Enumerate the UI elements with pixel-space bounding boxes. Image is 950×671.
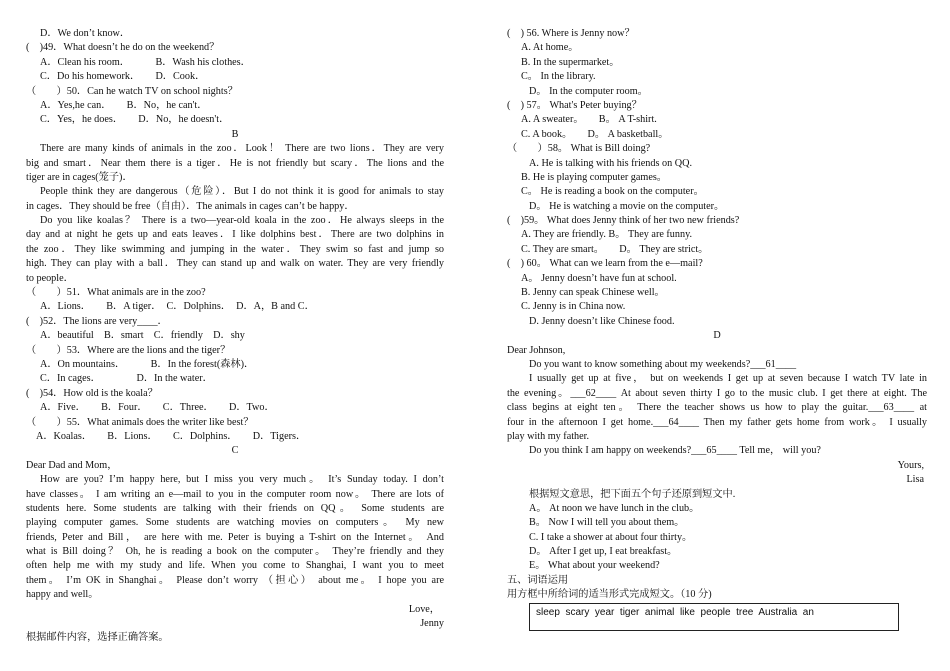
q58-option-c: C。 He is reading a book on the computer。 bbox=[521, 186, 704, 198]
q49-options-cd: C．Do his homework． D．Cook． bbox=[40, 71, 206, 83]
passage-line: big and smart．Near them there is a tiger．He is not friendly but scary．The lions and the bbox=[26, 157, 444, 169]
q57-options-cd: C. A book。 D。 A basketball。 bbox=[521, 128, 669, 140]
q49-stem: ( )49．What doesn’t he do on the weekend？ bbox=[26, 42, 220, 54]
q56-stem: ( ) 56. Where is Jenny now？ bbox=[507, 28, 635, 39]
q58-option-b: B. He is playing computer games。 bbox=[521, 171, 667, 183]
left-column bbox=[26, 27, 444, 646]
passage-line: day and at night he gets up and eats leaves．I like dolphins best．There are two dolphins in bbox=[26, 229, 444, 241]
q53-stem: （ ）53．Where are the lions and the tiger？ bbox=[26, 344, 231, 356]
option-sentence-e: E。 What about your weekend? bbox=[529, 560, 660, 572]
letter-d-line-65: Do you think I am happy on weekends?___65____ Tell me， will you? bbox=[529, 445, 821, 457]
q59-stem: ( )59。 What does Jenny think of her two new friends? bbox=[507, 215, 740, 227]
q58-option-a: A. He is talking with his friends on QQ. bbox=[529, 157, 692, 169]
passage-line: students here. Some students are talking with their friends on QQ。 Some students are bbox=[26, 502, 444, 514]
passage-line: four in the afternoon I get home.___64____ Then my father gets home from work。 I usually bbox=[507, 416, 927, 428]
q52-stem: ( )52．The lions are very____． bbox=[26, 315, 168, 327]
part5-title: 五、词语运用 bbox=[507, 574, 569, 586]
q56-option-b: B. In the supermarket。 bbox=[521, 56, 620, 68]
section-d-instruction: 根据短文意思，把下面五个句子还原到短文中. bbox=[529, 488, 736, 500]
q50-options-cd: C．Yes，he does． D．No，he doesn't． bbox=[40, 114, 230, 126]
q49-options-ab: A．Clean his room． B．Wash his clothes． bbox=[40, 56, 251, 68]
q56-option-d: D。 In the computer room。 bbox=[529, 85, 648, 97]
q50-stem: （ ）50．Can he watch TV on school nights？ bbox=[26, 85, 238, 97]
passage-line: class begins at eight ten。 There the teacher shows us how to play the guitar.___63____ at bbox=[507, 402, 927, 414]
q60-option-a: A。 Jenny doesn’t have fun at school. bbox=[521, 272, 677, 284]
passage-line: play with my father. bbox=[507, 430, 590, 442]
passage-line: what is Bill doing？ Oh, he is reading a book on the computer。 They’re friendly and they bbox=[26, 546, 444, 558]
word-box-words: sleep scary year tiger animal like people tree Australia an bbox=[536, 606, 814, 618]
option-sentence-a: A。 At noon we have lunch in the club。 bbox=[529, 502, 700, 514]
letter-d-greeting: Dear Johnson, bbox=[507, 344, 566, 356]
section-c-instruction: 根据邮件内容，选择正确答案。 bbox=[26, 632, 169, 644]
part5-instruction: 用方框中所给词的适当形式完成短文。（10 分) bbox=[507, 589, 712, 601]
section-d-heading: D bbox=[713, 330, 721, 342]
q60-option-d: D. Jenny doesn’t like Chinese food. bbox=[529, 315, 675, 327]
q55-options: A．Koalas． B．Lions． C．Dolphins． D．Tigers． bbox=[36, 430, 307, 442]
passage-line: friends, Peter and Bill， are here with me. Peter is buying a T-shirt on the Internet。 And bbox=[26, 531, 444, 543]
section-c-heading: C bbox=[231, 445, 239, 457]
passage-line: have classes。 I am writing an e—mail to you in the computer room now。 There are lots of bbox=[26, 488, 444, 500]
q60-stem: ( ) 60。 What can we learn from the e—mail? bbox=[507, 258, 703, 270]
option-sentence-c: C. I take a shower at about four thirty。 bbox=[529, 531, 693, 543]
right-column bbox=[507, 27, 927, 631]
passage-line: them。 I’m OK in Shanghai。 Please don’t worry （担心） about me。 I hope you are bbox=[26, 574, 444, 586]
letter-d-sign-name: Lisa bbox=[906, 474, 924, 486]
q60-option-c: C. Jenny is in China now. bbox=[521, 301, 626, 313]
option-sentence-b: B。 Now I will tell you about them。 bbox=[529, 517, 685, 529]
letter-greeting: Dear Dad and Mom， bbox=[26, 459, 118, 471]
q59-options-cd: C. They are smart。 D。 They are strict。 bbox=[521, 243, 709, 255]
passage-line: How are you? I’m happy here, but I miss you very much。 It’s Sunday today. I don’t bbox=[40, 474, 444, 486]
q57-stem: ( ) 57。 What's Peter buying？ bbox=[507, 99, 642, 111]
q60-option-b: B. Jenny can speak Chinese well。 bbox=[521, 287, 665, 299]
q59-options-ab: A. They are friendly. B。 They are funny. bbox=[521, 229, 693, 241]
passage-line: the evening。___62____ At about seven thirty I go to the music club. I get there at eight. The bbox=[507, 387, 927, 399]
passage-line: I usually get up at five， but on weekends I get up at seven because I watch TV late in bbox=[529, 373, 927, 385]
passage-line: in cages．They should be free（自由）．The animals in cages can’t be happy． bbox=[26, 200, 355, 212]
passage-line: tiger are in cages(笼子)． bbox=[26, 171, 133, 183]
passage-line: playing computer games. Some students are watching movies on computers。 My new bbox=[26, 517, 444, 529]
passage-line: Do you like koalas？ There is a two—year-old koala in the zoo．He always sleeps in the bbox=[40, 215, 444, 227]
option-sentence-d: D。 After I get up, I eat breakfast。 bbox=[529, 546, 678, 558]
q56-option-c: C。 In the library. bbox=[521, 71, 596, 83]
passage-c bbox=[26, 473, 444, 603]
passage-line: to people． bbox=[26, 272, 74, 284]
passage-line: high. They can play with a ball．They can stand up and walk on water. They are very friendly bbox=[26, 258, 444, 270]
q58-stem: （ ）58。 What is Bill doing? bbox=[507, 143, 651, 155]
q52-options: A．beautiful B．smart C．friendly D．shy bbox=[40, 330, 245, 342]
q58-option-d: D。 He is watching a movie on the computer。 bbox=[529, 200, 725, 212]
passage-line: the zoo．They like swimming and jumping in the water．They swim so fast and jump so bbox=[26, 243, 444, 255]
q54-options: A．Five． B．Four． C．Three． D．Two． bbox=[40, 402, 275, 414]
passage-b bbox=[26, 142, 444, 286]
q56-option-a: A. At home。 bbox=[521, 42, 579, 54]
passage-line: People think they are dangerous（危险）．But I do not think it is good for animals to stay bbox=[40, 186, 444, 198]
section-b-heading: B bbox=[231, 128, 239, 140]
q48-option-d: D．We don’t know． bbox=[40, 28, 131, 39]
word-box bbox=[529, 603, 899, 631]
q53-options-cd: C．In cages． D．In the water． bbox=[40, 373, 213, 385]
passage-line: happy and well。 bbox=[26, 589, 99, 601]
letter-d-sign-yours: Yours, bbox=[897, 459, 924, 471]
q50-options-ab: A．Yes,he can． B．No，he can't． bbox=[40, 99, 208, 111]
q53-options-ab: A．On mountains． B．In the forest(森林)． bbox=[40, 358, 255, 370]
q51-stem: （ ）51．What animals are in the zoo? bbox=[26, 287, 206, 299]
passage-d bbox=[507, 372, 927, 444]
passage-line: There are many kinds of animals in the zoo．Look！ There are two lions．They are very bbox=[40, 143, 444, 155]
letter-sign-love: Love， bbox=[408, 603, 440, 615]
passage-line: often help me with my study and life. When you come to Shanghai, I want you to meet bbox=[26, 560, 444, 572]
q57-options-ab: A. A sweater。 B。 A T-shirt. bbox=[521, 114, 657, 126]
q51-options: A．Lions． B．A tiger． C．Dolphins． D．A，B and C． bbox=[40, 301, 315, 313]
q55-stem: （ ）55．What animals does the writer like best？ bbox=[26, 416, 254, 428]
q54-stem: ( )54．How old is the koala？ bbox=[26, 387, 158, 399]
letter-sign-name: Jenny bbox=[420, 618, 444, 630]
letter-d-line-61: Do you want to know something about my weekends?___61____ bbox=[529, 358, 797, 370]
